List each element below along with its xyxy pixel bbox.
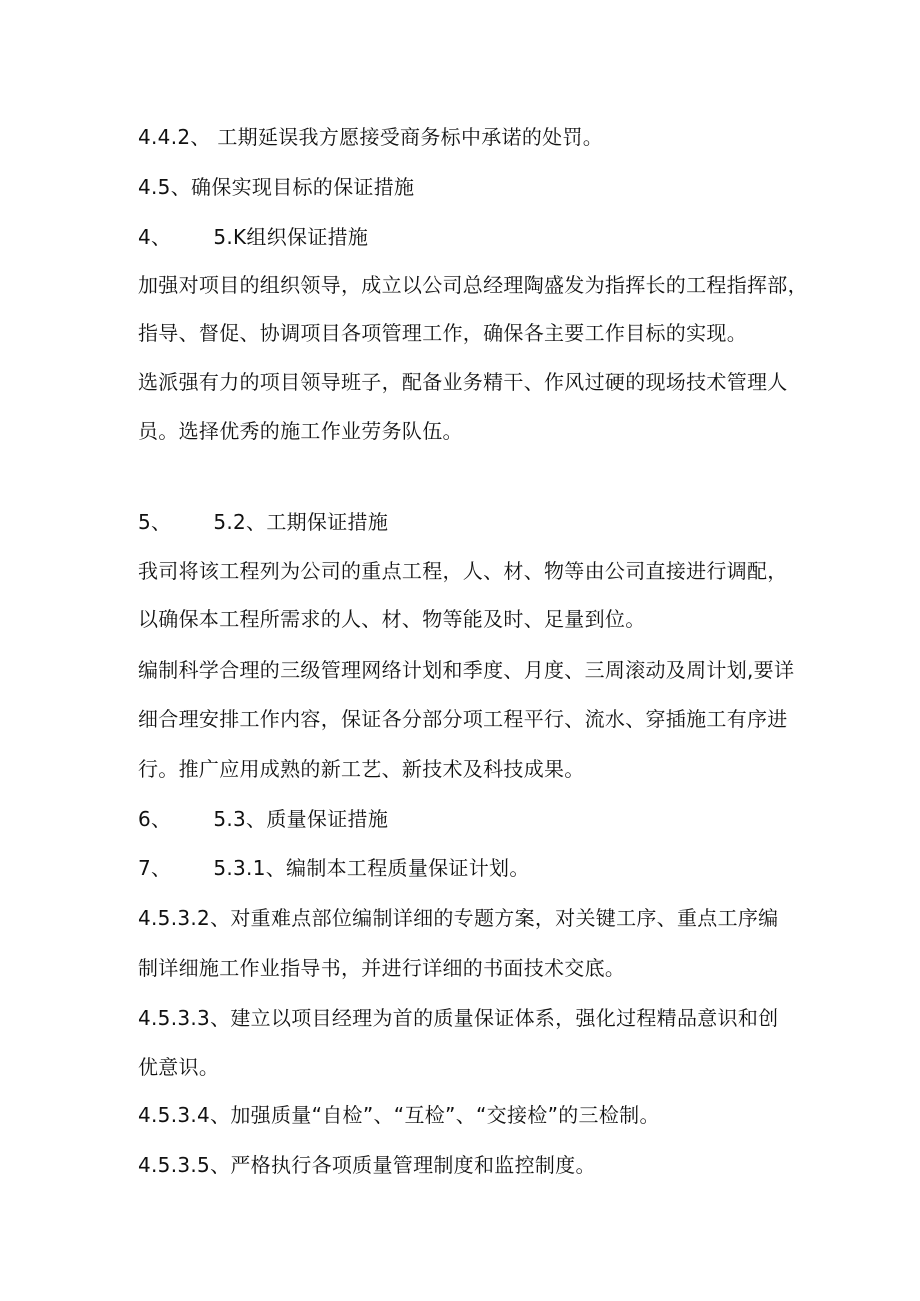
text-line: 制详细施工作业指导书，并进行详细的书面技术交底。 (138, 956, 626, 980)
text-line: 优意识。 (138, 1055, 220, 1079)
list-number: 6、 (138, 807, 172, 831)
numbered-heading (138, 224, 368, 250)
list-number: 4、 (138, 225, 172, 249)
text-line: 细合理安排工作内容，保证各分部分项工程平行、流水、穿插施工有序进 (138, 707, 788, 731)
text-line: 加强对项目的组织领导，成立以公司总经理陶盛发为指挥长的工程指挥部， (138, 273, 808, 297)
text-line: 4.4.2、 工期延误我方愿接受商务标中承诺的处罚。 (138, 125, 604, 149)
text-line: 4.5.3.2、对重难点部位编制详细的专题方案，对关键工序、重点工序编 (138, 906, 779, 930)
list-number: 7、 (138, 856, 172, 880)
text-line: 员。选择优秀的施工作业劳务队伍。 (138, 419, 463, 443)
heading-text: 5.3.1、编制本工程质量保证计划。 (213, 856, 530, 880)
text-line: 指导、督促、协调项目各项管理工作，确保各主要工作目标的实现。 (138, 321, 747, 345)
heading-text: 5.3、质量保证措施 (213, 807, 389, 831)
text-line: 选派强有力的项目领导班子，配备业务精干、作风过硬的现场技术管理人 (138, 370, 788, 394)
numbered-heading (138, 806, 388, 832)
text-line: 行。推广应用成熟的新工艺、新技术及科技成果。 (138, 757, 585, 781)
text-line: 4.5.3.3、建立以项目经理为首的质量保证体系，强化过程精品意识和创 (138, 1006, 779, 1030)
heading-text: 5.2、工期保证措施 (213, 510, 389, 534)
text-line: 以确保本工程所需求的人、材、物等能及时、足量到位。 (138, 607, 646, 631)
text-line: 我司将该工程列为公司的重点工程，人、材、物等由公司直接进行调配， (138, 559, 788, 583)
numbered-heading (138, 509, 388, 535)
heading-text: 5.K组织保证措施 (213, 225, 369, 249)
text-line: 4.5.3.4、加强质量“自检”、“互检”、“交接检”的三检制。 (138, 1103, 660, 1127)
text-line: 编制科学合理的三级管理网络计划和季度、月度、三周滚动及周计划,要详 (138, 658, 795, 682)
text-line: 4.5.3.5、严格执行各项质量管理制度和监控制度。 (138, 1153, 596, 1177)
section-heading: 4.5、确保实现目标的保证措施 (138, 175, 415, 199)
numbered-heading (138, 855, 530, 881)
list-number: 5、 (138, 510, 172, 534)
